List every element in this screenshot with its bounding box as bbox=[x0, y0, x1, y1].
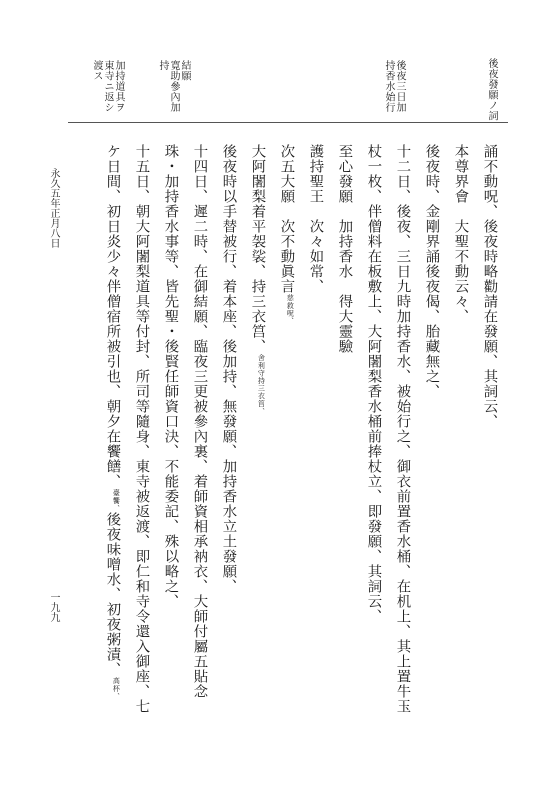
interlinear-note: 臺饗、 bbox=[112, 489, 121, 512]
text-line-12: 珠・加持香水事等、皆先聖・後賢任師資口決、不能委記、殊以略之、 bbox=[162, 144, 179, 609]
headnote-margin-title: 後夜發願ノ詞 bbox=[486, 58, 497, 121]
text-line-2: 本尊界會 大聖不動云々、 bbox=[452, 144, 469, 324]
page-number: 一九九 bbox=[48, 592, 59, 622]
text-line-4: 十二日、後夜、三日九時加持香水、被始行之、御衣前置香水桶、在机上、其上置牛玉 bbox=[394, 144, 411, 714]
headnote-col-g: 東寺ニ返シ bbox=[102, 60, 113, 113]
text-line-10: 後夜時以手替被行、着本座、後加持、無發願、加持香水立土發願、 bbox=[220, 144, 237, 594]
headnote-col-d: 寛助參內加 bbox=[168, 60, 179, 113]
headnote-col-f: 加持道具ヲ bbox=[113, 60, 124, 113]
headnote-col-b: 持香水始行 bbox=[383, 60, 394, 113]
text-line-7: 護持聖王 次々如常、 bbox=[307, 144, 324, 294]
text-line-1: 誦不動呪、後夜時略勸請在發願、其詞云、 bbox=[481, 144, 498, 429]
running-date: 永久五年正月八日 bbox=[48, 168, 59, 248]
headnote-col-h: 渡ス bbox=[91, 60, 102, 81]
text-line-11: 十四日、遲二時、在御結願、臨夜三更被參內裏、着師資相承衲衣、大師付屬五貼念 bbox=[191, 144, 208, 699]
text-line-9: 大阿闍梨着平袈裟、持三衣筥、舍利守持三衣筥、 bbox=[249, 144, 266, 415]
text-line-14: ケ日間、初日炎少々伴僧宿所被引也、朝夕在饗饍、臺饗、後夜味噌水、初夜粥漬、高杯、 bbox=[104, 144, 121, 700]
interlinear-note: 高杯、 bbox=[112, 676, 121, 700]
interlinear-note: 舍利守持三衣筥、 bbox=[257, 354, 266, 415]
text-line-3: 後夜時、金剛界誦後夜偈、胎藏無之、 bbox=[423, 144, 440, 399]
headnote-col-e: 持 bbox=[157, 60, 168, 71]
headnote-divider-rule bbox=[68, 122, 508, 123]
text-line-8: 次五大願 次不動眞言慈救呪、 bbox=[278, 144, 295, 325]
text-line-13: 十五日、朝大阿闍梨道具等付封、所司等隨身、東寺被返渡、即仁和寺令還入御座、七 bbox=[133, 144, 150, 714]
interlinear-note: 慈救呪、 bbox=[286, 294, 295, 325]
text-line-6: 至心發願 加持香水 得大靈驗 bbox=[336, 144, 353, 354]
headnote-col-a: 後夜三日加 bbox=[394, 60, 405, 113]
headnote-col-c: 結願 bbox=[179, 60, 190, 81]
text-line-5: 杖一枚、伴僧料在板敷上、大阿闍梨香水桶前捧杖立、即發願、其詞云、 bbox=[365, 144, 382, 624]
